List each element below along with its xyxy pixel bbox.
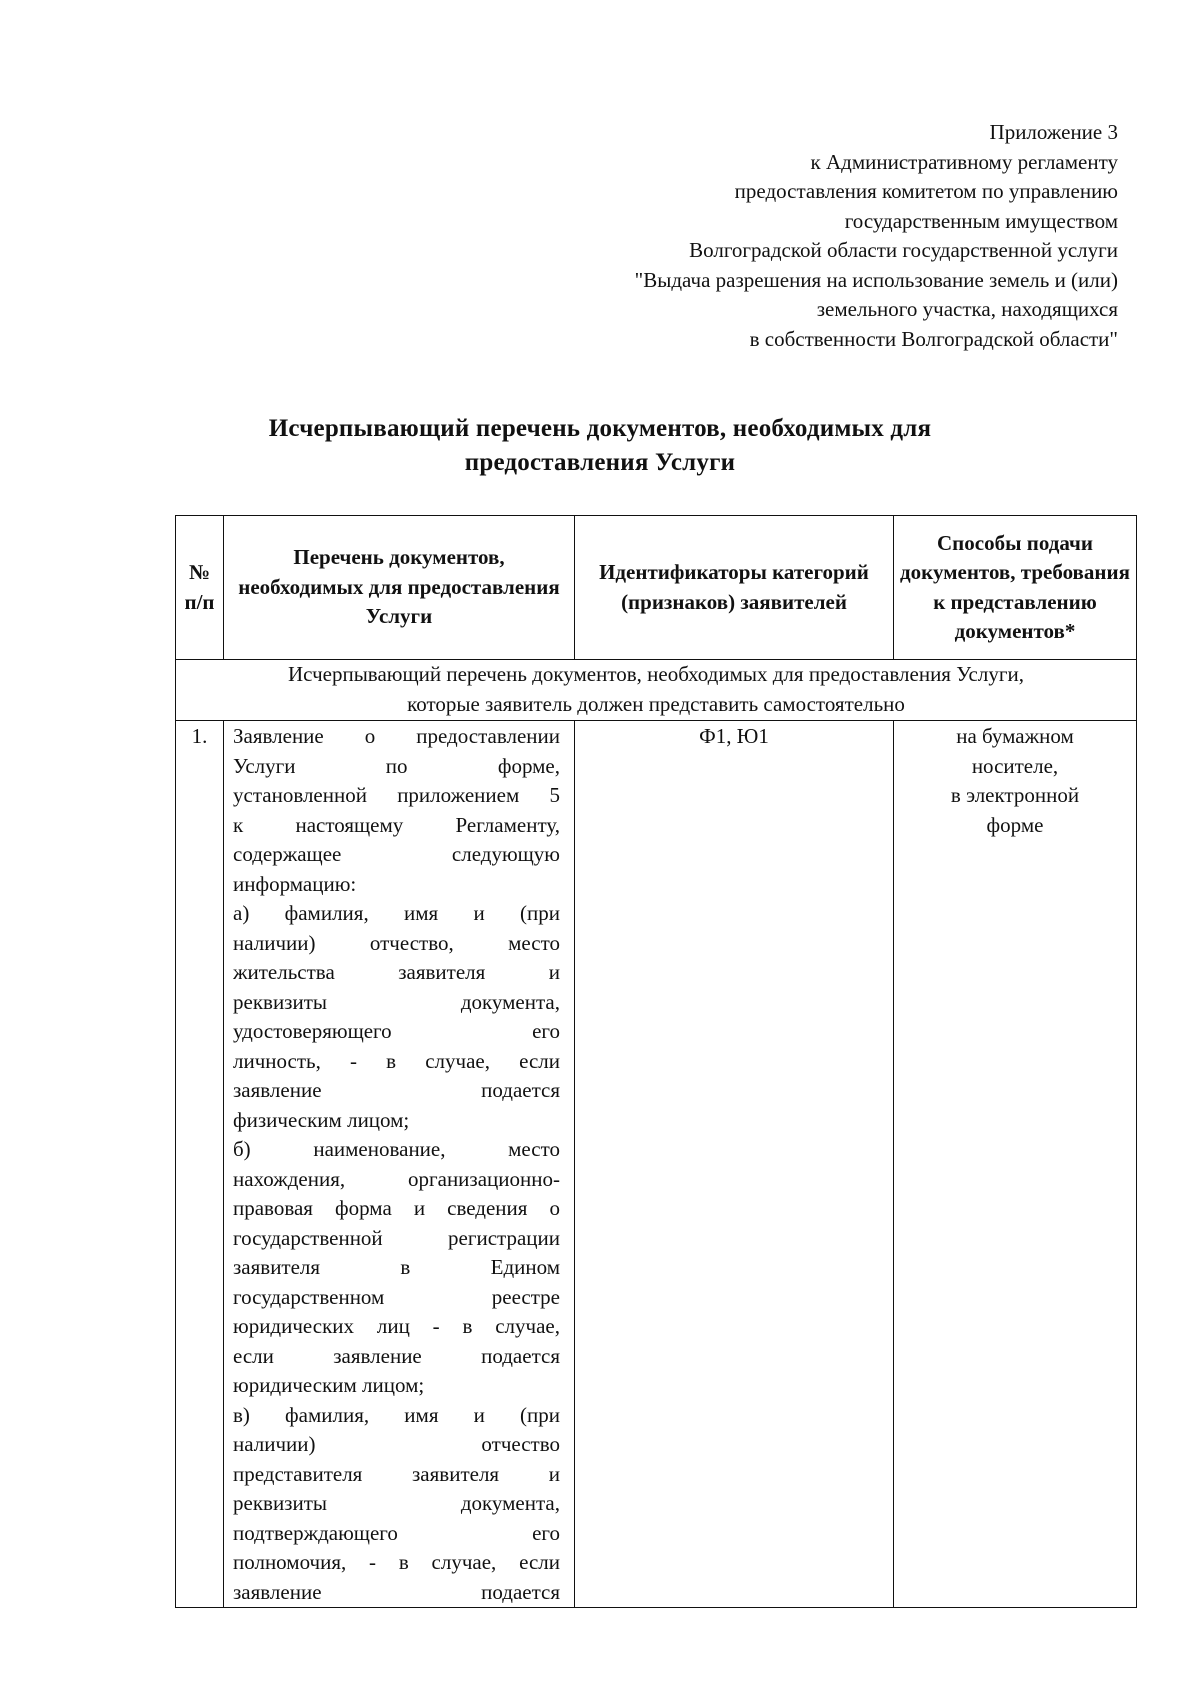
document-text-line: в) фамилия, имя и (при (233, 1402, 560, 1427)
header-methods: Способы подачи документов, требования к представлению документов* (894, 516, 1137, 660)
row-identifiers: Ф1, Ю1 (575, 721, 894, 1608)
document-title (0, 412, 1200, 480)
table-row (176, 721, 1137, 1608)
appendix-line: "Выдача разрешения на использование земель и (или) (634, 267, 1118, 292)
document-text-line: нахождения, организационно- (233, 1166, 560, 1191)
appendix-line: Приложение 3 (989, 120, 1118, 144)
section-heading-line: Исчерпывающий перечень документов, необходимых для предоставления Услуги, (288, 662, 1024, 686)
document-title-line: предоставления Услуги (464, 449, 736, 476)
method-line: форме (986, 812, 1044, 837)
section-row (176, 660, 1137, 721)
document-text-line: государственной регистрации (233, 1225, 560, 1250)
document-text-line: наличии) отчество (233, 1432, 560, 1456)
document-text-line: заявление подается (233, 1579, 560, 1604)
appendix-line: Волгоградской области государственной услуги (689, 238, 1118, 262)
document-title-line: Исчерпывающий перечень документов, необходимых для (268, 415, 932, 442)
document-text-line: заявление подается (233, 1078, 560, 1102)
appendix-line: в собственности Волгоградской области" (749, 326, 1118, 351)
header-number: № п/п (176, 516, 224, 660)
section-heading (176, 660, 1137, 721)
document-text-line: реквизиты документа, (233, 1491, 560, 1515)
document-text-line: Услуги по форме, (233, 753, 560, 778)
row-methods (894, 721, 1137, 1608)
section-heading-line: которые заявитель должен представить самостоятельно (407, 691, 905, 716)
document-text-line: жительства заявителя и (233, 960, 560, 984)
row-document-text (224, 721, 575, 1608)
appendix-line: к Административному регламенту (810, 149, 1118, 174)
appendix-line: земельного участка, находящихся (816, 297, 1118, 321)
document-text-line: содержащее следующую (233, 842, 560, 866)
header-documents: Перечень документов, необходимых для предоставления Услуги (224, 516, 575, 660)
document-text-line: личность, - в случае, если (233, 1048, 560, 1073)
document-text-line: к настоящему Регламенту, (233, 812, 560, 837)
document-text-line: подтверждающего его (233, 1520, 560, 1545)
document-text-line: а) фамилия, имя и (при (233, 901, 560, 925)
document-text-line: если заявление подается (233, 1343, 560, 1368)
document-text-line: информацию: (233, 871, 357, 896)
document-text-line: представителя заявителя и (233, 1461, 560, 1486)
document-text-line: государственном реестре (233, 1284, 560, 1309)
document-text-line: физическим лицом; (233, 1107, 410, 1132)
appendix-header (418, 118, 1118, 354)
document-text-line: реквизиты документа, (233, 989, 560, 1014)
method-line: носителе, (971, 753, 1059, 778)
appendix-line: предоставления комитетом по управлению (734, 179, 1118, 203)
document-text-line: правовая форма и сведения о (233, 1196, 560, 1220)
row-number: 1. (176, 721, 224, 1608)
documents-table (175, 515, 1137, 1608)
document-text-line: юридическим лицом; (233, 1373, 425, 1397)
document-text-line: полномочия, - в случае, если (233, 1550, 560, 1574)
document-text-line: установленной приложением 5 (233, 783, 560, 807)
appendix-line: государственным имуществом (844, 208, 1118, 233)
document-text-line: заявителя в Едином (233, 1255, 560, 1279)
table-header-row (176, 516, 1137, 660)
document-text-line: Заявление о предоставлении (233, 724, 560, 748)
header-identifiers: Идентификаторы категорий (признаков) заявителей (575, 516, 894, 660)
method-line: в электронной (950, 783, 1080, 807)
document-text-line: б) наименование, место (233, 1137, 560, 1161)
document-text-line: юридических лиц - в случае, (233, 1314, 560, 1338)
document-text-line: наличии) отчество, место (233, 930, 560, 955)
method-line: на бумажном (956, 724, 1074, 748)
document-text-line: удостоверяющего его (233, 1019, 560, 1043)
